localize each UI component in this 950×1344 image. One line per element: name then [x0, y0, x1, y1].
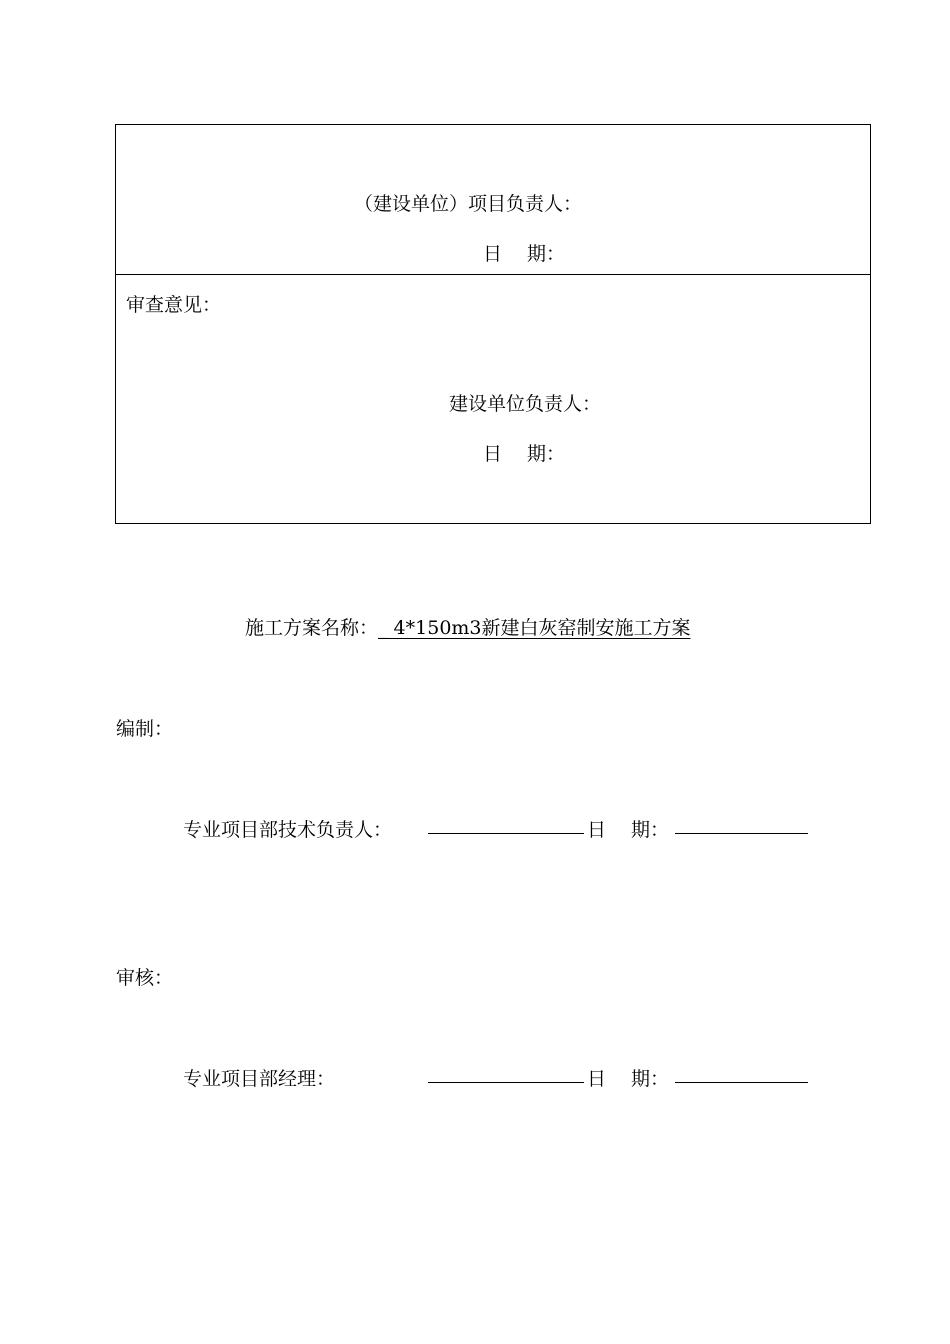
compile-signature-line [183, 815, 392, 842]
tech-leader-label: 专业项目部技术负责人： [183, 819, 393, 841]
compile-date-blank[interactable] [675, 815, 808, 834]
tech-leader-signature-blank[interactable] [428, 815, 584, 834]
row2-date-label: 日 期： [483, 443, 566, 465]
manager-label: 专业项目部经理： [183, 1068, 336, 1090]
table-row-divider [116, 274, 870, 275]
plan-name-value: _ 4*150m3新建白灰窑制安施工方案 [378, 617, 691, 639]
compile-section-label: 编制： [116, 718, 174, 740]
row1-date-label: 日 期： [483, 243, 566, 265]
audit-signature-line [183, 1064, 335, 1091]
unit-leader-label: 建设单位负责人： [449, 393, 602, 415]
project-leader-label: （建设单位）项目负责人： [354, 193, 583, 215]
plan-name-line [245, 613, 691, 640]
compile-date-label: 日 期： [587, 819, 670, 841]
approval-table [115, 124, 871, 524]
plan-name-label: 施工方案名称： [245, 617, 379, 639]
review-opinion-label: 审查意见： [126, 294, 222, 316]
manager-signature-blank[interactable] [428, 1064, 584, 1083]
audit-date-blank[interactable] [675, 1064, 808, 1083]
audit-date-label: 日 期： [587, 1068, 670, 1090]
audit-section-label: 审核： [116, 967, 174, 989]
